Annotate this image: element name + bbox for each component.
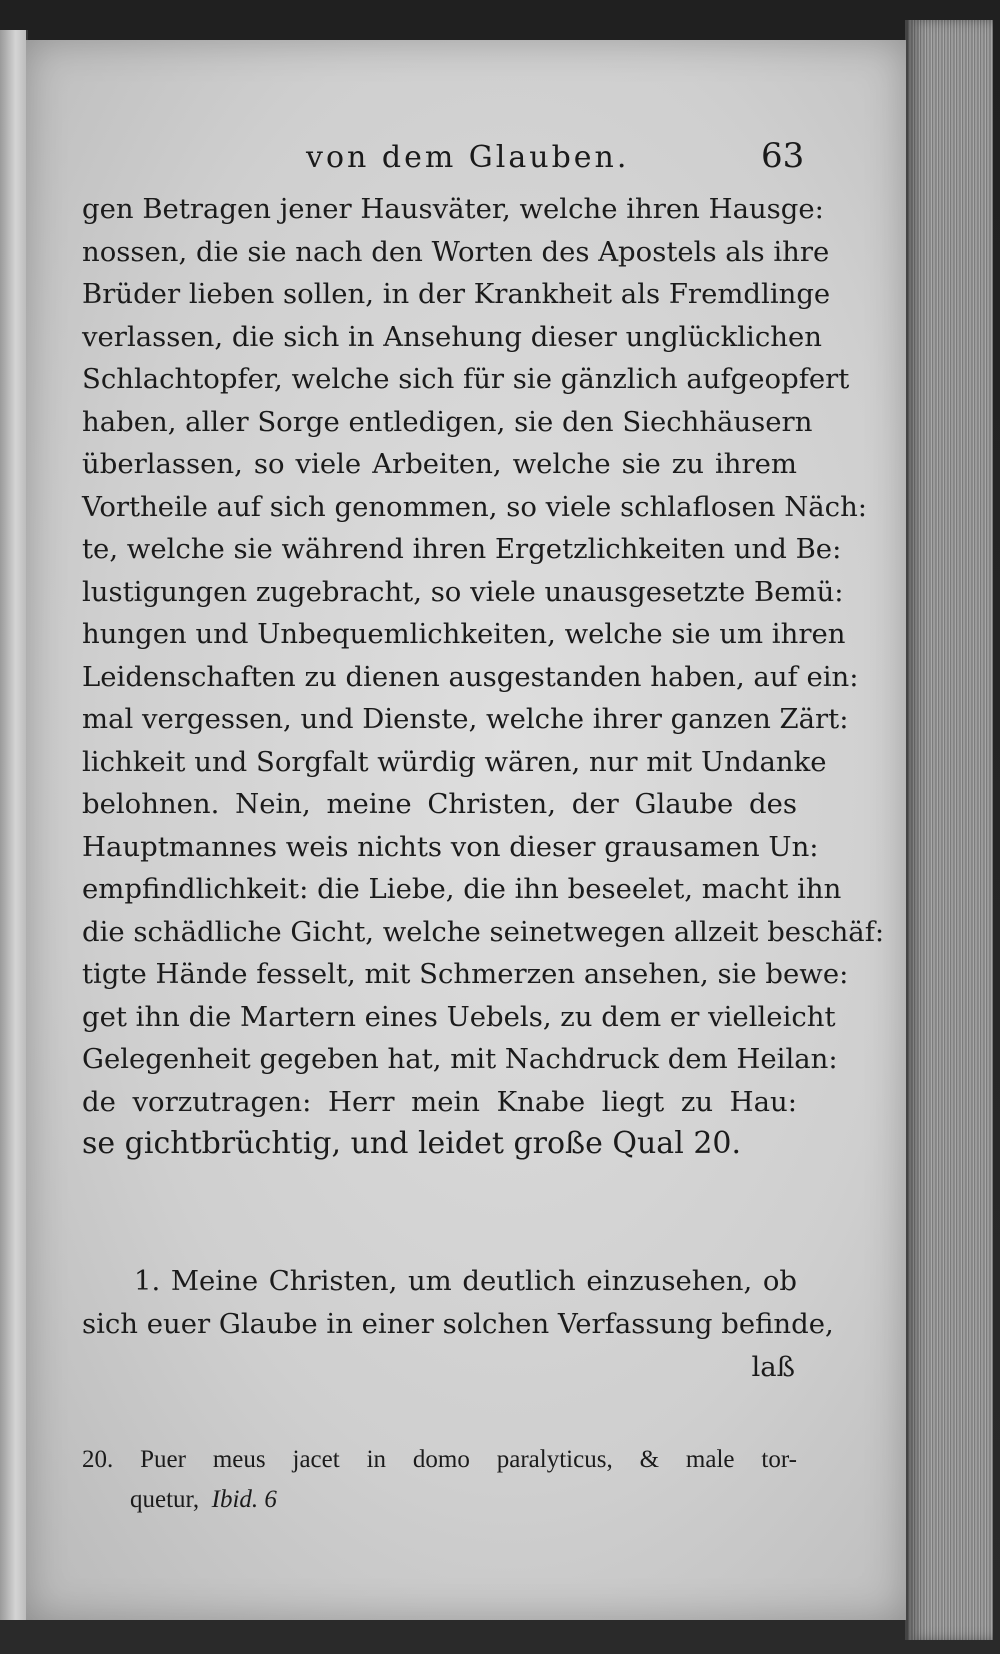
text-line: nossen, die sie nach den Worten des Apostels als ihre [82, 235, 830, 268]
catchword: laß [751, 1351, 795, 1383]
text-line: te, welche sie während ihren Ergetzlichkeiten und Be: [82, 533, 842, 565]
text-line: überlassen, so viele Arbeiten, welche sie zu ihrem [82, 448, 797, 480]
text-line: verlassen, die sich in Ansehung dieser unglücklichen [82, 320, 822, 353]
second-paragraph [82, 1260, 834, 1389]
text-line: Leidenschaften zu dienen ausgestanden haben, auf ein: [82, 660, 859, 693]
text-line: se gichtbrüchtig, und leidet große Qual 20. [82, 1126, 742, 1161]
main-paragraph [82, 188, 885, 1166]
text-line: gen Betragen jener Hausväter, welche ihren Hausge: [82, 193, 824, 225]
text-line: hungen und Unbequemlichkeiten, welche sie um ihren [82, 618, 846, 650]
text-line: 1. Meine Christen, um deutlich einzusehen, ob [134, 1265, 797, 1297]
text-line: Vortheile auf sich genommen, so viele schlaflosen Näch: [82, 490, 868, 523]
book-page [26, 40, 906, 1620]
text-line: haben, aller Sorge entledigen, sie den Siechhäusern [82, 405, 813, 438]
text-line: belohnen. Nein, meine Christen, der Glaube des [82, 788, 797, 820]
text-line: mal vergessen, und Dienste, welche ihrer ganzen Zärt: [82, 703, 849, 735]
footnote-reference: Ibid. 6 [211, 1486, 277, 1513]
footnote-text: quetur, [130, 1486, 200, 1513]
text-line: Gelegenheit gegeben hat, mit Nachdruck dem Heilan: [82, 1043, 838, 1075]
text-line: die schädliche Gicht, welche seinetwegen allzeit beschäf: [82, 915, 885, 948]
running-head: von dem Glauben. [306, 140, 630, 175]
text-line: lichkeit und Sorgfalt würdig wären, nur mit Undanke [82, 745, 827, 778]
text-line: get ihn die Martern eines Uebels, zu dem er vielleicht [82, 1000, 836, 1033]
page-number: 63 [761, 136, 805, 176]
text-line: de vorzutragen: Herr mein Knabe liegt zu Hau: [82, 1085, 797, 1118]
text-line: empfindlichkeit: die Liebe, die ihn beseelet, macht ihn [82, 873, 842, 905]
text-line: sich euer Glaube in einer solchen Verfassung befinde, [82, 1308, 834, 1340]
left-page-edge [0, 30, 28, 1620]
footnote-line [82, 1480, 797, 1520]
footnote-line: 20. Puer meus jacet in domo paralyticus, & male tor- [82, 1446, 797, 1473]
page-stack-edges [905, 20, 993, 1640]
text-line: Hauptmannes weis nichts von dieser grausamen Un: [82, 830, 819, 863]
text-line: Schlachtopfer, welche sich für sie gänzlich aufgeopfert [82, 363, 850, 395]
text-line: Brüder lieben sollen, in der Krankheit als Fremdlinge [82, 278, 831, 310]
text-line: lustigungen zugebracht, so viele unausgesetzte Bemü: [82, 575, 844, 608]
footnote [82, 1440, 797, 1520]
text-line: tigte Hände fesselt, mit Schmerzen ansehen, sie bewe: [82, 958, 849, 990]
